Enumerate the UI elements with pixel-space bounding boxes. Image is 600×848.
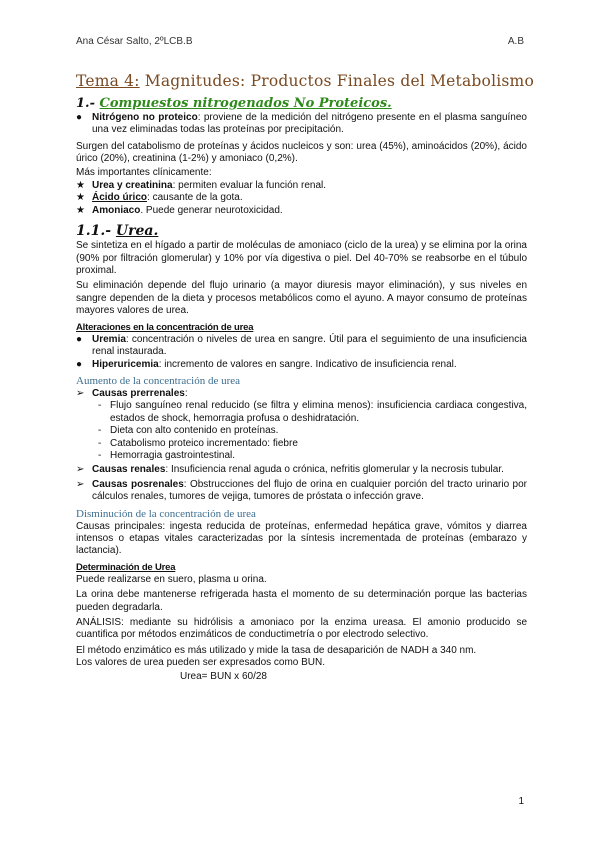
- list-item: [76, 479, 527, 504]
- paragraph: Más importantes clínicamente:: [76, 166, 212, 178]
- list-item: [76, 334, 527, 359]
- list-item: [76, 205, 527, 217]
- section-1-1-heading: [76, 223, 527, 239]
- page-number: 1: [518, 796, 524, 807]
- paragraph: Puede realizarse en suero, plasma u orina.: [76, 573, 267, 585]
- sub-list-item: - Dieta con alto contenido en proteínas.: [98, 425, 279, 437]
- subheading-determinacion: Determinación de Urea: [76, 561, 176, 573]
- subheading-alteraciones: Alteraciones en la concentración de urea: [76, 321, 254, 333]
- dash-marker: -: [98, 437, 102, 449]
- paragraph: Se sintetiza en el hígado a partir de moléculas de amoniaco (ciclo de la urea) y se elimina por la orina (90% por filtración glomerular) y 10% por vía digestiva o piel. Del 40-70% se reabsorbe en el túbulo proximal.: [76, 240, 527, 277]
- arrow-right-icon: ➢: [76, 478, 85, 490]
- section-1-title: Compuestos nitrogenados No Proteicos.: [99, 96, 392, 111]
- arrow-right-icon: ➢: [76, 464, 85, 476]
- term: Causas renales: [92, 464, 166, 476]
- section-1-number: 1.-: [76, 96, 95, 111]
- dash-marker: -: [98, 425, 102, 437]
- section-1-1-title: Urea.: [115, 223, 159, 240]
- subheading-disminucion: Disminución de la concentración de urea: [76, 507, 256, 520]
- bullet-dot-icon: ●: [76, 333, 83, 345]
- paragraph: El método enzimático es más utilizado y mide la tasa de desaparición de NADH a 340 nm.: [76, 644, 477, 656]
- star-icon: ★: [76, 204, 85, 216]
- paragraph: Los valores de urea pueden ser expresados como BUN.: [76, 657, 326, 669]
- subheading-aumento: Aumento de la concentración de urea: [76, 374, 241, 387]
- term: Causas posrenales: [92, 478, 184, 490]
- arrow-right-icon: ➢: [76, 387, 85, 399]
- term: Nitrógeno no proteico: [92, 112, 198, 123]
- list-item: [76, 359, 527, 371]
- title-prefix: Tema 4:: [76, 72, 140, 90]
- header-author: Ana César Salto, 2ºLCB.B: [76, 36, 193, 47]
- paragraph: ANÁLISIS: mediante su hidrólisis a amoniaco por la enzima ureasa. El amonio producido se cuantifica por métodos enzimáticos de conductimetría o por electrodo selectivo.: [76, 617, 527, 641]
- list-item: [76, 180, 527, 192]
- definition: . Puede generar neurotoxicidad.: [140, 204, 283, 216]
- definition: : concentración o niveles de urea en sangre. Útil para el seguimiento de una insuficiencia renal instaurada.: [92, 333, 527, 358]
- bun-formula: Urea= BUN x 60/28: [180, 670, 267, 682]
- bullet-dot-icon: ●: [76, 112, 83, 123]
- title-rest: Magnitudes: Productos Finales del Metabolismo: [139, 72, 534, 90]
- paragraph: Surgen del catabolismo de proteínas y ácidos nucleicos y son: urea (45%), aminoácidos (20%), ácido úrico (20%), creatinina (1-2%) y amoniaco (0,2%).: [76, 140, 527, 165]
- list-item: [76, 464, 527, 476]
- page-content: [76, 72, 534, 683]
- list-item: [76, 112, 527, 137]
- definition: : Obstrucciones del flujo de orina en cualquier porción del tracto urinario por cálculos renales, tumores de vejiga, tumores de próstata o infección grave.: [92, 478, 527, 503]
- paragraph: Su eliminación depende del flujo urinario (a mayor diuresis mayor eliminación), y sus niveles en sangre dependen de la dieta y procesos metabólicos como el ayuno. A mayor consumo de proteínas mayores valores de urea.: [76, 280, 527, 317]
- definition: : proviene de la medición del nitrógeno presente en el plasma sanguíneo una vez eliminadas todas las proteínas por precipitación.: [92, 112, 527, 136]
- colon: :: [184, 387, 188, 399]
- term: Urea y creatinina: [92, 180, 173, 192]
- term: Causas prerrenales: [92, 387, 185, 399]
- star-icon: ★: [76, 192, 85, 204]
- bullet-dot-icon: ●: [76, 358, 83, 370]
- sub-list-item: - Hemorragia gastrointestinal.: [98, 449, 236, 461]
- sub-list-item: - Catabolismo proteico incrementado: fiebre: [98, 437, 298, 449]
- definition: : incremento de valores en sangre. Indicativo de insuficiencia renal.: [158, 358, 457, 370]
- paragraph: Causas principales: ingesta reducida de proteínas, enfermedad hepática grave, vómitos y diarrea intensos o etapas vitales caracterizadas por la síntesis incrementada de proteínas (embarazo y lactancia).: [76, 520, 527, 557]
- term: Hiperuricemia: [92, 358, 159, 370]
- definition: : Insuficiencia renal aguda o crónica, nefritis glomerular y la necrosis tubular.: [165, 464, 504, 476]
- sub-list-item: - Flujo sanguíneo renal reducido (se filtra y elimina menos): insuficiencia cardiaca congestiva, estados de shock, hemorragia profusa o deshidratación.: [98, 400, 527, 424]
- dash-marker: -: [98, 400, 102, 412]
- definition: : causante de la gota.: [147, 192, 243, 204]
- paragraph: La orina debe mantenerse refrigerada hasta el momento de su determinación porque las bacterias pueden degradarla.: [76, 589, 527, 613]
- definition: : permiten evaluar la función renal.: [172, 180, 327, 192]
- section-1-1-number: 1.1.-: [76, 223, 112, 240]
- term: Ácido úrico: [92, 192, 148, 204]
- star-icon: ★: [76, 180, 85, 192]
- term: Amoniaco: [92, 204, 141, 216]
- term: Uremia: [92, 333, 126, 345]
- dash-marker: -: [98, 449, 102, 461]
- list-item: [76, 388, 527, 400]
- page-title: [76, 72, 534, 90]
- header-initials: A.B: [507, 36, 524, 47]
- list-item: [76, 192, 527, 204]
- section-1-heading: [76, 96, 527, 111]
